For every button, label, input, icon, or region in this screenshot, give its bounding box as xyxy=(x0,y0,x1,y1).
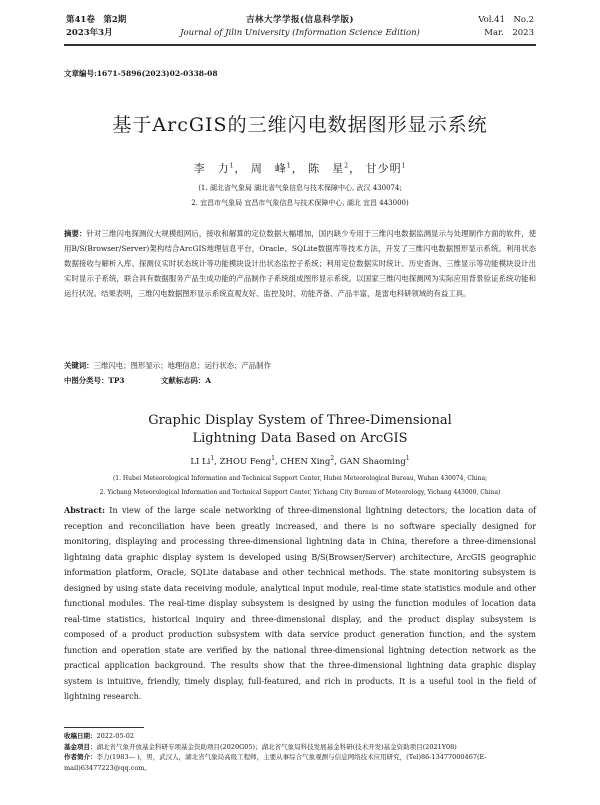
keywords-cn-label: 关键词： xyxy=(64,361,94,370)
issue-date-en: Mar. 2023 xyxy=(484,28,534,38)
footnote xyxy=(64,731,536,773)
header-rule xyxy=(64,44,536,46)
title-en-line: Lightning Data Based on ArcGIS xyxy=(192,431,408,446)
author-affiliation-mark: 1 xyxy=(286,162,292,170)
affiliation-en: 2. Yichang Meteorological Information and Technical Support Center, Yichang City Bureau of Meteorology, Yichang 443000, China) xyxy=(99,489,501,496)
abstract-cn-label: 摘要： xyxy=(64,229,87,238)
author-name: ZHOU Feng xyxy=(219,456,272,467)
author-name: 陈 星 xyxy=(308,162,345,175)
classification xyxy=(64,375,245,386)
author-affiliation-mark: 1 xyxy=(210,455,215,462)
title-cn: 基于ArcGIS的三维闪电数据图形显示系统 xyxy=(112,114,488,136)
journal-volume-info-en xyxy=(478,14,534,40)
title-en xyxy=(64,412,536,448)
author-name: 甘少明 xyxy=(365,162,402,175)
abstract-cn-text: 针对三维闪电探测仪大规模组网后，接收和解算的定位数据大幅增加，国内缺少专用于三维闪电数据监测显示与处理制作方面的软件，使用B/S(Browser/Server)架构结合ArcGIS地理信息平台，Oracle、SQLite数据库等技术方法，开发了三维闪电数据图形显示系统。利用状态数据接收与解析入库、探测仪实时状态统计等功能模块设计出状态监控子系统；利用定位数据实时统计、历史查询、三维显示等功能模块设计出实时显示子系统，联合具有数据服务产品生成功能的产品制作子系统组成图形显示系统。以国家三维闪电探测网为实际应用背景验证系统功能和运行状况。结果表明，三维闪电数据图形显示系统直观友好、监控及时、功能齐备、产品丰富，是雷电科研领域的有益工具。 xyxy=(64,229,536,298)
author-name: 周 峰 xyxy=(250,162,287,175)
abstract-en-text: In view of the large scale networking of three-dimensional lightning detectors, the location data of reception and reconciliation have been greatly increased, and there is no software specially designed for monitoring, displaying and processing three-dimensional lightning data in China, therefore a three-dimensional lightning data graphic display system is developed using B/S(Browser/Server) architecture, ArcGIS geographic information platform, Oracle, SQLite database and other technical methods. The state monitoring subsystem is designed by using state data receiving module, analytical input module, real-time state statistics module and other functional modules. The real-time display subsystem is designed by using the function modules of location data real-time statistics, historical inquiry and three-dimensional display, and the product display subsystem is composed of a product production subsystem with data service product generation function, and the system function and operation state are verified by the national three-dimensional lightning detection network as the practical application background. The results show that the three-dimensional lightning data graphic display system is intuitive, friendly, timely display, full-featured, and rich in products. It is a useful tool in the field of lightning research. xyxy=(64,506,536,701)
footnote-rule xyxy=(64,727,144,728)
journal-name xyxy=(150,14,450,40)
affiliation-cn: (1. 湖北省气象局 湖北省气象信息与技术保障中心, 武汉 430074; xyxy=(198,184,402,192)
authors-cn: 李 力$^1$， 周 峰$^1$， 陈 星$^2$， 甘少明$^1$ xyxy=(193,162,407,175)
author-affiliation-mark: 1 xyxy=(229,162,235,170)
journal-name-cn: 吉林大学学报(信息科学版) xyxy=(245,15,355,25)
issue-date: 2023年3月 xyxy=(66,28,113,38)
volume-issue: 第41卷 第2期 xyxy=(66,15,127,25)
author-name: 李 力 xyxy=(193,162,230,175)
author-name: GAN Shaoming xyxy=(339,456,406,467)
document-code: 文献标志码：A xyxy=(160,376,212,385)
journal-volume-info xyxy=(66,14,126,40)
author-affiliation-mark: 2 xyxy=(330,455,335,462)
keywords-cn-text: 三维闪电；图形显示；地理信息；运行状态；产品制作 xyxy=(93,361,271,370)
received-date: 收稿日期：2022-05-02 xyxy=(64,732,134,740)
affiliation-en: (1. Hubei Meteorological Information and Technical Support Center, Hubei Meteorological Bureau, Wuhan 430074, China; xyxy=(112,475,488,482)
affiliation-cn: 2. 宜昌市气象局 宜昌市气象信息与技术保障中心, 湖北 宜昌 443000) xyxy=(191,199,409,207)
author-name: CHEN Xing xyxy=(280,456,331,467)
author-name: LI Li xyxy=(190,456,211,467)
author-affiliation-mark: 2 xyxy=(344,162,350,170)
volume-issue-en: Vol.41 No.2 xyxy=(478,15,534,25)
author-affiliation-mark: 1 xyxy=(271,455,275,462)
article-number: 文章编号:1671-5896(2023)02-0338-08 xyxy=(64,69,218,78)
author-bio: 作者简介：李力(1983— )，男，武汉人，湖北省气象局高级工程师，主要从事综合气象观测与信息网络技术应用研究，(Tel)86-13477000467(E-mail)63477223@qq.com。 xyxy=(64,753,487,772)
author-affiliation-mark: 1 xyxy=(405,455,410,462)
abstract-en-label: Abstract: xyxy=(64,505,105,515)
fund-info: 基金项目：湖北省气象开放基金科研专项基金资助项目(2020G05)；湖北省气象局科技发展基金科研(技术开发)基金资助项目(2021Y08) xyxy=(64,742,457,751)
clc-code: 中图分类号：TP3 xyxy=(64,376,125,385)
abstract-cn xyxy=(64,226,536,301)
journal-name-en: Journal of Jilin University (Information Science Edition) xyxy=(180,28,420,38)
keywords-cn xyxy=(64,360,536,371)
abstract-en xyxy=(64,503,536,705)
title-en-line: Graphic Display System of Three-Dimensional xyxy=(148,413,452,428)
authors-en: LI Li$^1$, ZHOU Feng$^1$, CHEN Xing$^2$, GAN Shaoming$^1$ xyxy=(190,455,410,467)
author-affiliation-mark: 1 xyxy=(401,162,407,170)
